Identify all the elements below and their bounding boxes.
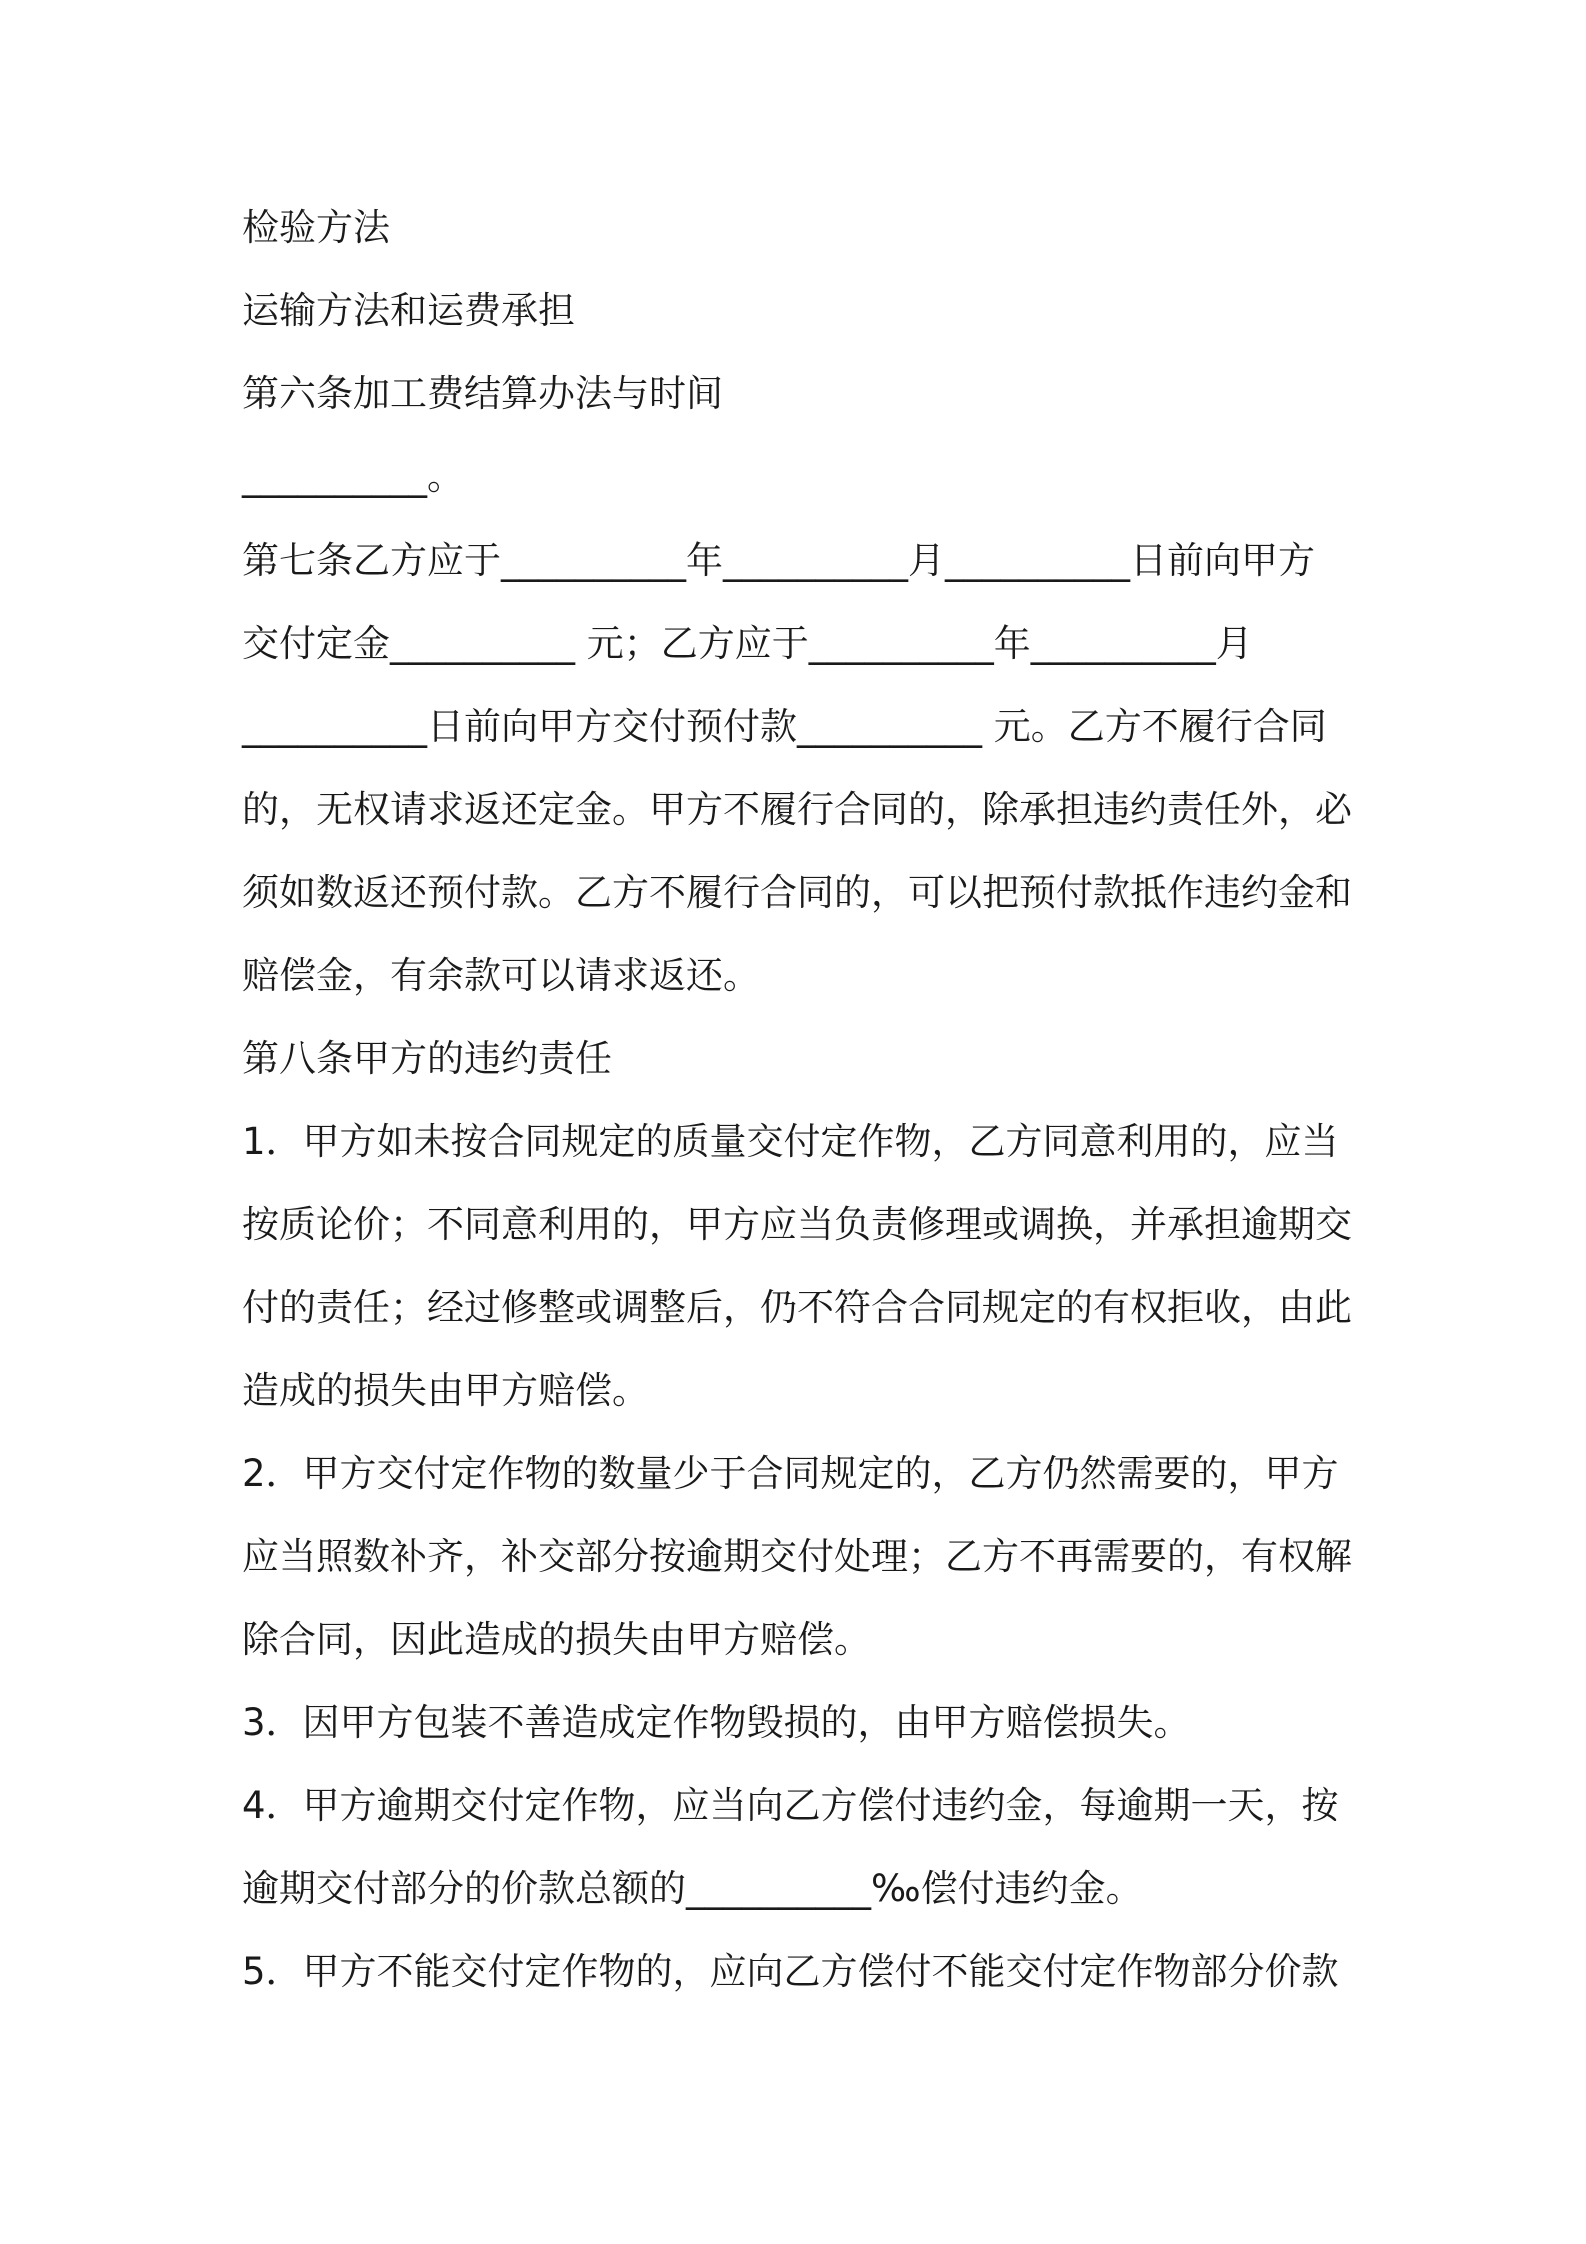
text-line: 赔偿金，有余款可以请求返还。 — [242, 954, 760, 997]
text-line: 付的责任；经过修整或调整后，仍不符合合同规定的有权拒收，由此 — [242, 1286, 1352, 1329]
text-line: 的，无权请求返还定金。甲方不履行合同的，除承担违约责任外，必 — [242, 788, 1352, 831]
text-line: 第七条乙方应于__________年__________月__________日前向甲方 — [242, 539, 1315, 582]
text-line: 第六条加工费结算办法与时间 — [242, 372, 723, 415]
text-line: 2．甲方交付定作物的数量少于合同规定的，乙方仍然需要的，甲方 — [242, 1452, 1339, 1495]
text-line: 检验方法 — [242, 206, 390, 249]
text-line: 除合同，因此造成的损失由甲方赔偿。 — [242, 1618, 871, 1661]
text-line: __________。 — [242, 455, 464, 498]
text-line: 第八条甲方的违约责任 — [242, 1037, 612, 1080]
text-line: 应当照数补齐，补交部分按逾期交付处理；乙方不再需要的，有权解 — [242, 1535, 1352, 1578]
text-line: 造成的损失由甲方赔偿。 — [242, 1369, 649, 1412]
text-line: 交付定金__________ 元；乙方应于__________年__________月 — [242, 622, 1253, 665]
text-line: 3．因甲方包装不善造成定作物毁损的，由甲方赔偿损失。 — [242, 1701, 1191, 1744]
text-line: 逾期交付部分的价款总额的__________‰偿付违约金。 — [242, 1867, 1143, 1910]
text-line: 1．甲方如未按合同规定的质量交付定作物，乙方同意利用的，应当 — [242, 1120, 1339, 1163]
text-line: 运输方法和运费承担 — [242, 289, 575, 332]
text-line: 4．甲方逾期交付定作物，应当向乙方偿付违约金，每逾期一天，按 — [242, 1784, 1339, 1827]
text-line: 5．甲方不能交付定作物的，应向乙方偿付不能交付定作物部分价款 — [242, 1950, 1339, 1993]
text-line: 按质论价；不同意利用的，甲方应当负责修理或调换，并承担逾期交 — [242, 1203, 1352, 1246]
text-line: 须如数返还预付款。乙方不履行合同的，可以把预付款抵作违约金和 — [242, 871, 1352, 914]
text-line: __________日前向甲方交付预付款__________ 元。乙方不履行合同 — [242, 705, 1327, 748]
